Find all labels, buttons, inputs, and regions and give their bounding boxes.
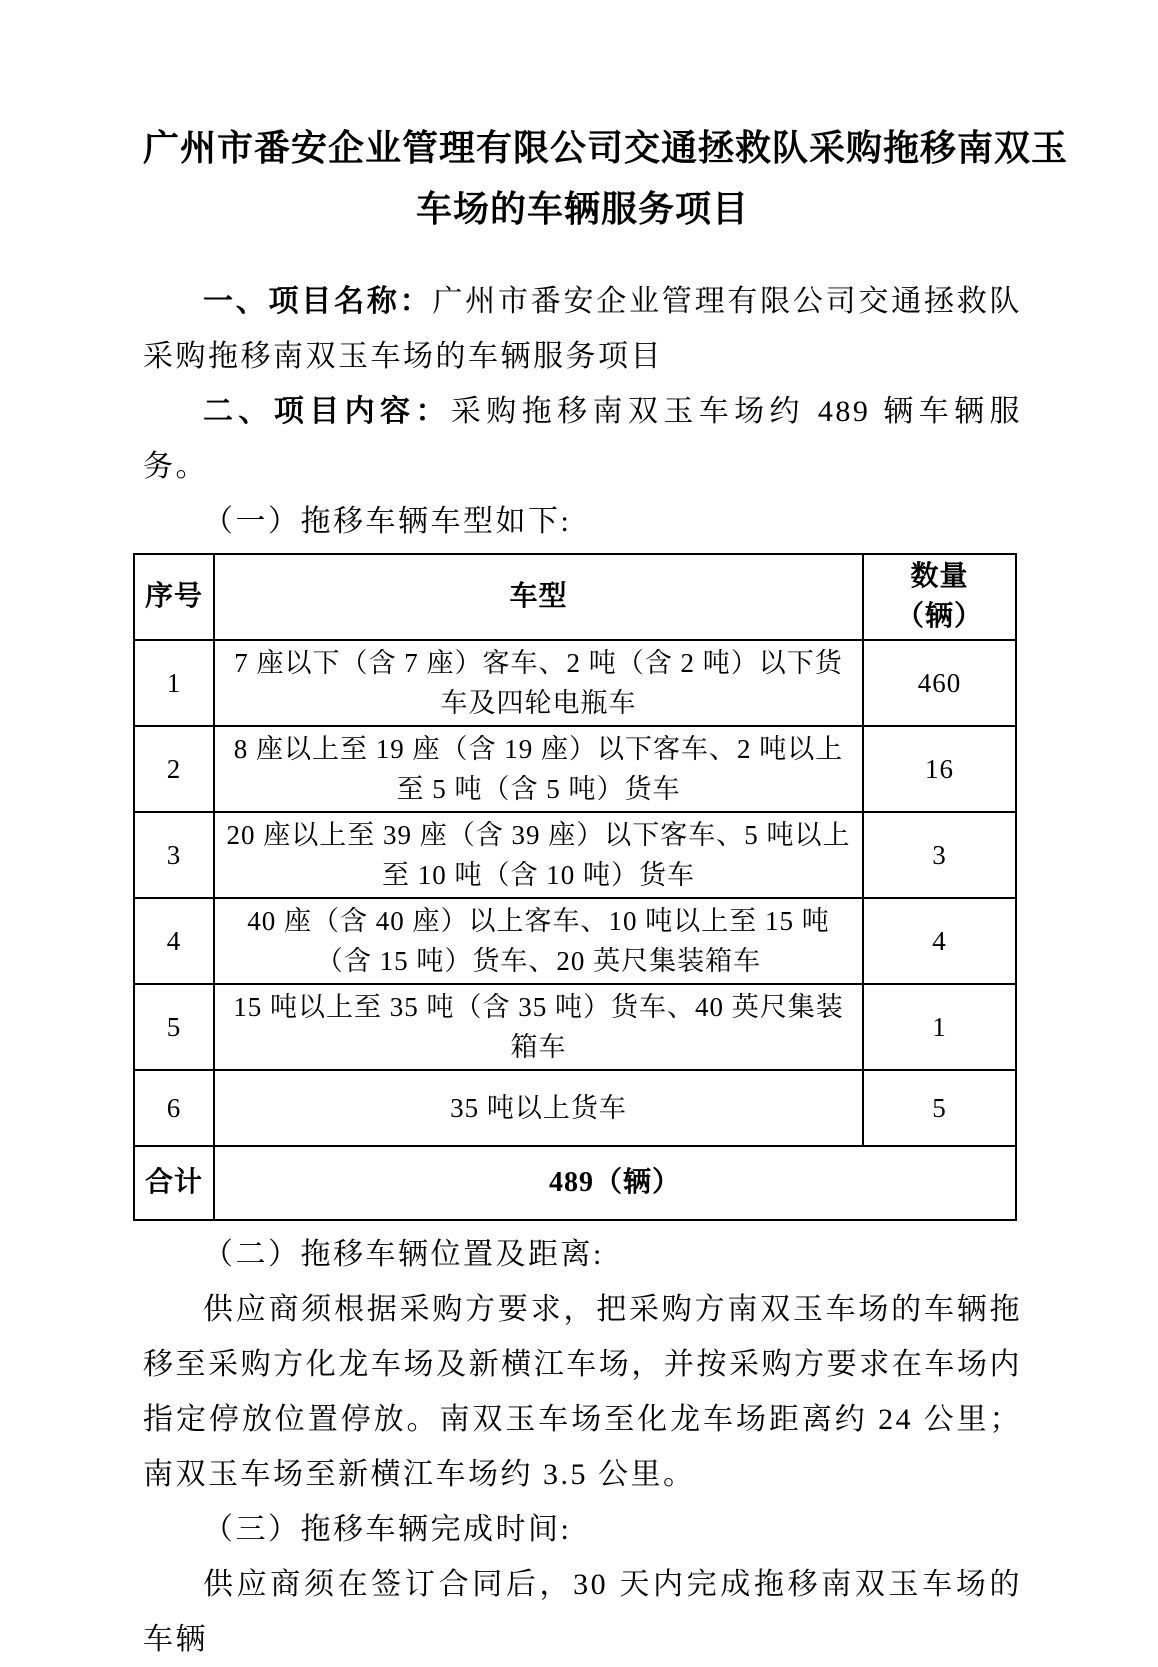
row-serial-number-cell: 1 [134,640,214,726]
table-row [134,812,1016,898]
subsection-2-heading: （二）拖移车辆位置及距离: [203,1238,604,1271]
row-vehicle-type-cell: 15 吨以上至 35 吨（含 35 吨）货车、40 英尺集装箱车 [214,984,863,1070]
section-project-content-label: 二、项目内容： [203,395,451,428]
section-project-name [143,274,1022,384]
total-label-cell: 合计 [134,1146,214,1220]
row-vehicle-type-cell: 35 吨以上货车 [214,1070,863,1146]
row-quantity-cell: 5 [863,1070,1016,1146]
row-quantity-cell: 460 [863,640,1016,726]
document-title-line-1: 广州市番安企业管理有限公司交通拯救队采购拖移南双玉 [143,128,1069,168]
table-row [134,1070,1016,1146]
section-project-name-text: 广州市番安企业管理有限公司交通拯救队采购拖移南双玉车场的车辆服务项目 [143,285,1023,373]
table-header-row [134,554,1016,640]
document-title-line-2: 车场的车辆服务项目 [415,189,749,229]
vehicle-table-header [134,554,1016,640]
vehicle-type-table [133,553,1017,1221]
row-serial-number-cell: 3 [134,812,214,898]
row-serial-number-cell: 6 [134,1070,214,1146]
vehicle-table-body [134,640,1016,1146]
table-row [134,726,1016,812]
row-quantity-cell: 4 [863,898,1016,984]
header-serial-number: 序号 [134,554,214,640]
row-vehicle-type-cell: 8 座以上至 19 座（含 19 座）以下客车、2 吨以上至 5 吨（含 5 吨）货车 [214,726,863,812]
table-row [134,898,1016,984]
row-vehicle-type-cell: 20 座以上至 39 座（含 39 座）以下客车、5 吨以上至 10 吨（含 10 吨）货车 [214,812,863,898]
subsection-1-heading: （一）拖移车辆车型如下: [203,505,572,538]
row-quantity-cell: 16 [863,726,1016,812]
vehicle-table-footer [134,1146,1016,1220]
document-title [143,118,1069,240]
header-vehicle-type: 车型 [214,554,863,640]
table-total-row [134,1146,1016,1220]
row-vehicle-type-cell: 40 座（含 40 座）以上客车、10 吨以上至 15 吨（含 15 吨）货车、20 英尺集装箱车 [214,898,863,984]
section-project-content [143,384,1022,494]
row-vehicle-type-cell: 7 座以下（含 7 座）客车、2 吨（含 2 吨）以下货车及四轮电瓶车 [214,640,863,726]
table-row [134,984,1016,1070]
completion-time-paragraph: 供应商须在签订合同后，30 天内完成拖移南双玉车场的车辆 [143,1568,1022,1656]
location-distance-paragraph: 供应商须根据采购方要求，把采购方南双玉车场的车辆拖移至采购方化龙车场及新横江车场，并按采购方要求在车场内指定停放位置停放。南双玉车场至化龙车场距离约 24 公里；南双玉车场至新横江车场约 3.5 公里。 [143,1293,1022,1491]
row-quantity-cell: 3 [863,812,1016,898]
row-serial-number-cell: 4 [134,898,214,984]
total-value-cell: 489（辆） [214,1146,1016,1220]
header-quantity: 数量（辆） [863,554,1016,640]
section-project-content-text: 采购拖移南双玉车场约 489 辆车辆服务。 [143,395,1023,483]
section-project-name-label: 一、项目名称： [203,285,433,318]
row-quantity-cell: 1 [863,984,1016,1070]
row-serial-number-cell: 2 [134,726,214,812]
table-row [134,640,1016,726]
row-serial-number-cell: 5 [134,984,214,1070]
subsection-3-heading: （三）拖移车辆完成时间: [203,1513,572,1546]
